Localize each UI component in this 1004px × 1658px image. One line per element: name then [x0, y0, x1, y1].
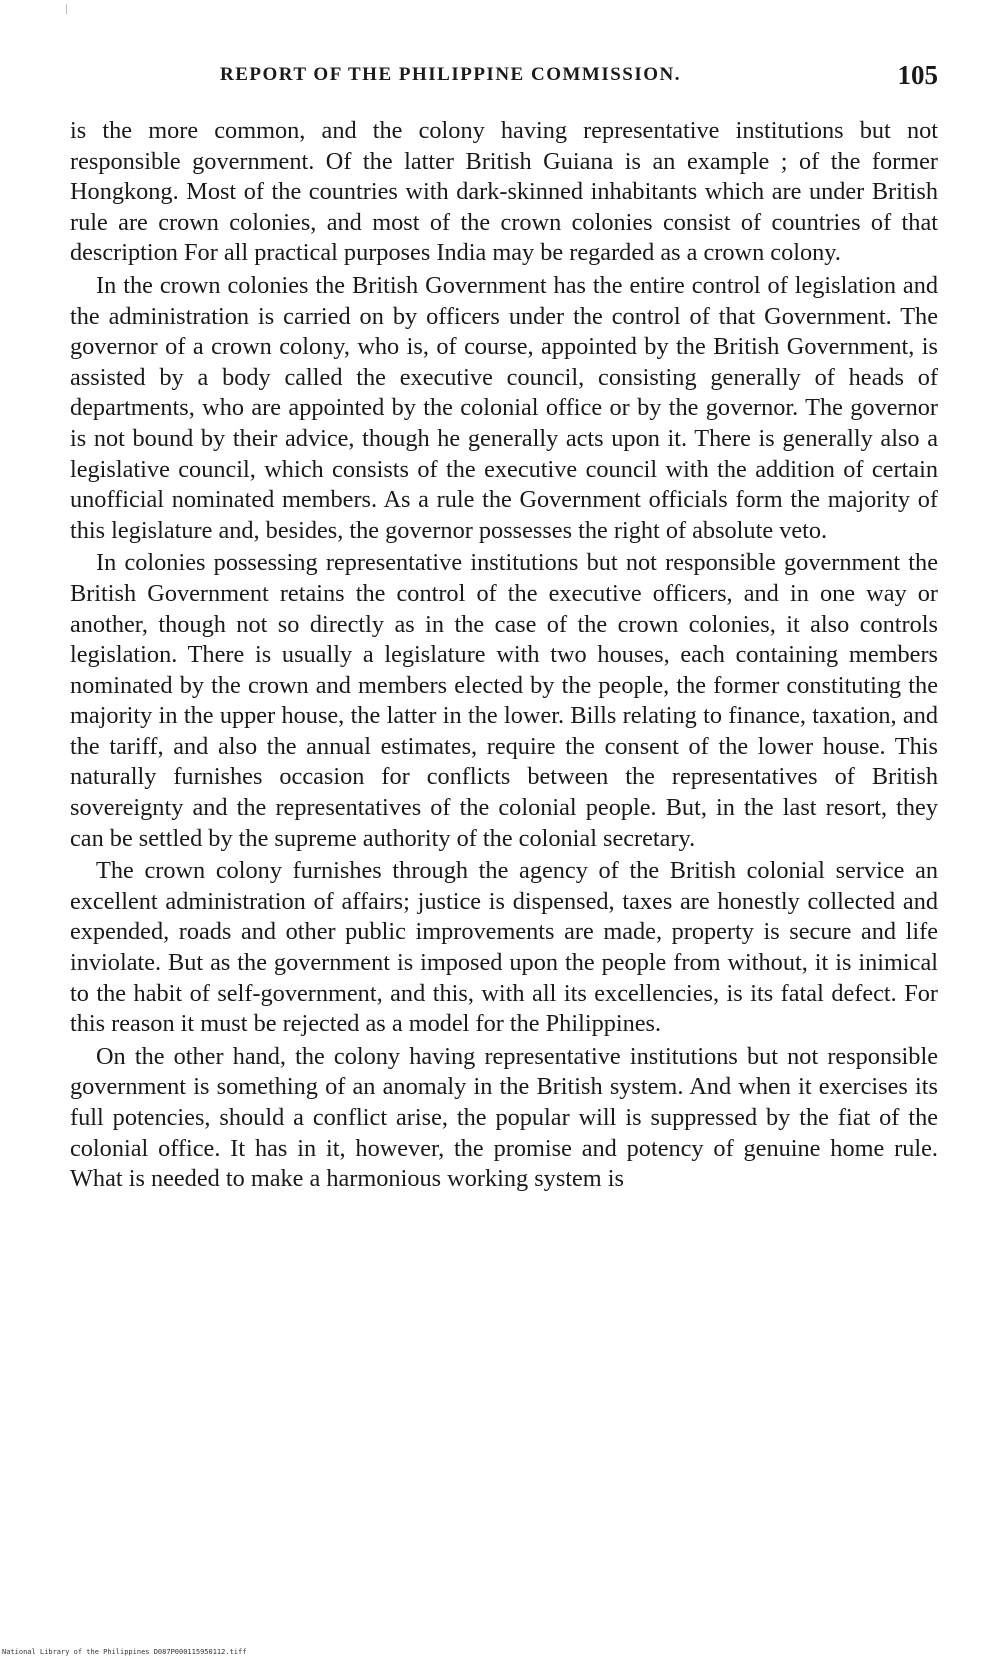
running-head — [70, 60, 938, 94]
paragraph-representative-colonies: In colonies possessing representative institutions but not responsible government the British Government retains the control of the executive officers, and in one way or another, though not so directly as in the case of the crown colonies, it also controls legislation. There is usually a legislature with two houses, each containing members nominated by the crown and members elected by the people, the former constituting the majority in the upper house, the latter in the lower. Bills relating to finance, taxation, and the tariff, and also the annual estimates, require the consent of the lower house. This naturally furnishes occasion for conflicts between the representatives of British sovereignty and the representatives of the colonial people. But, in the last resort, they can be settled by the supreme authority of the colonial secretary. — [70, 549, 938, 852]
paragraph-anomaly: On the other hand, the colony having representative institutions but not responsible government is something of an anomaly in the British system. And when it exercises its full potencies, should a conflict arise, the popular will is suppressed by the fiat of the colonial office. It has in it, however, the promise and potency of genuine home rule. What is needed to make a harmonious working system is — [70, 1042, 938, 1193]
page-number: 105 — [897, 60, 938, 90]
body-text — [70, 116, 938, 1195]
scan-footer: National Library of the Philippines D087P000115950112.tiff — [2, 1648, 247, 1656]
paragraph-continued: is the more common, and the colony having representative institutions but not responsible government. Of the latter British Guiana is an example ; of the former Hongkong. Most of the countries with dark-skinned inhabitants which are under British rule are crown colonies, and most of the crown colonies consist of countries of that description For all practical purposes India may be regarded as a crown colony. — [70, 117, 938, 267]
running-title: REPORT OF THE PHILIPPINE COMMISSION. — [220, 64, 682, 85]
scan-margin-mark — [66, 4, 67, 14]
paragraph-crown-colonies: In the crown colonies the British Government has the entire control of legislation and the administration is carried on by officers under the control of that Government. The governor of a crown colony, who is, of course, appointed by the British Government, is assisted by a body called the executive council, consisting generally of heads of departments, who are appointed by the colonial office or by the governor. The governor is not bound by their advice, though he generally acts upon it. There is generally also a legislative council, which consists of the executive council with the addition of certain unofficial nominated members. As a rule the Government officials form the majority of this legislature and, besides, the governor possesses the right of absolute veto. — [70, 271, 938, 544]
paragraph-crown-colony-service: The crown colony furnishes through the agency of the British colonial service an excellent administration of affairs; justice is dispensed, taxes are honestly collected and expended, roads and other public improvements are made, property is secure and life inviolate. But as the government is imposed upon the people from without, it is inimical to the habit of self-government, and this, with all its excellencies, is its fatal defect. For this reason it must be rejected as a model for the Philippines. — [70, 857, 938, 1038]
